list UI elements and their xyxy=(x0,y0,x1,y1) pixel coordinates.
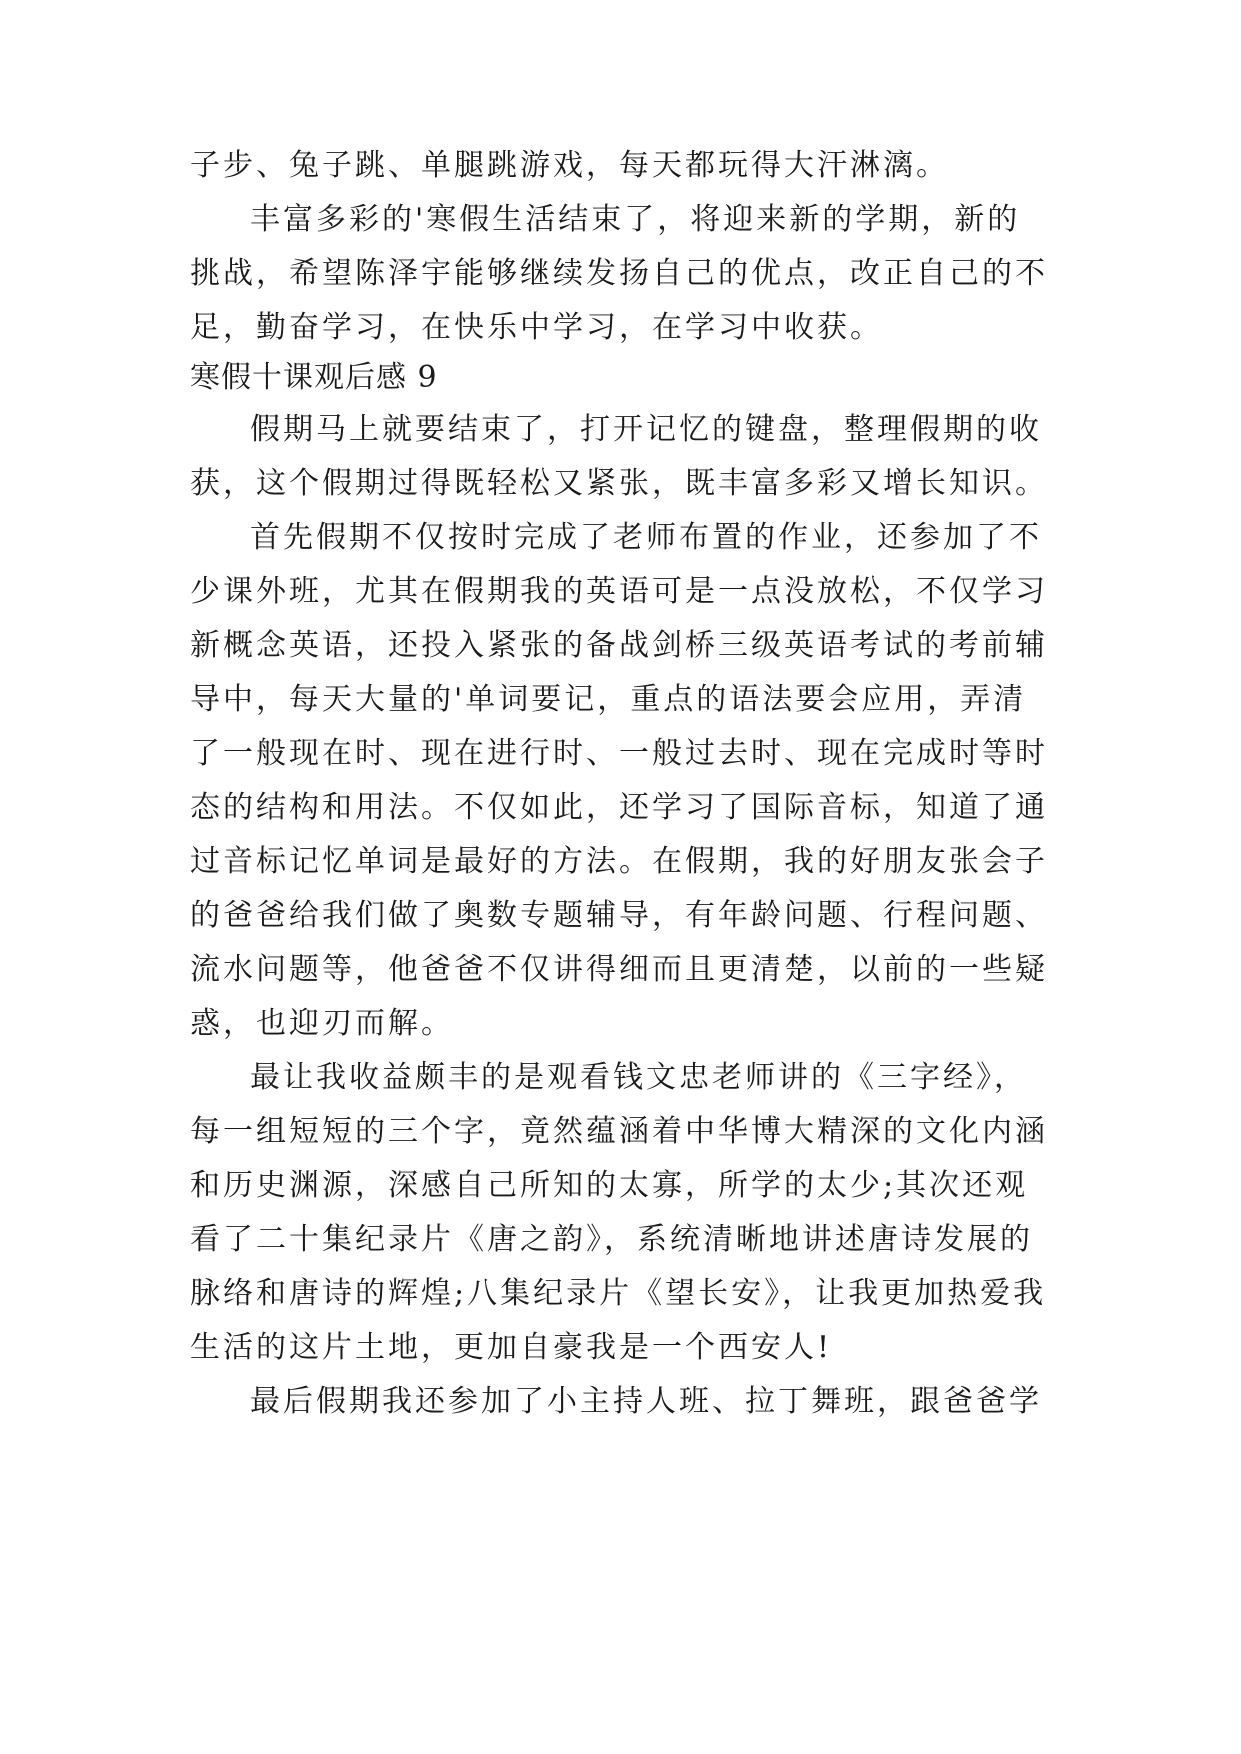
text-line: 足，勤奋学习，在快乐中学习，在学习中收获。 xyxy=(190,310,883,345)
text-line: 看了二十集纪录片《唐之韵》，系统清晰地讲述唐诗发展的 xyxy=(190,1222,1033,1257)
text-line: 和历史渊源，深感自己所知的太寡，所学的太少;其次还观 xyxy=(190,1168,1029,1203)
text-line: 导中，每天大量的'单词要记，重点的语法要会应用，弄清 xyxy=(190,682,1027,717)
text-line: 新概念英语，还投入紧张的备战剑桥三级英语考试的考前辅 xyxy=(190,628,1048,663)
text-line: 获，这个假期过得既轻松又紧张，既丰富多彩又增长知识。 xyxy=(190,466,1048,501)
text-line: 生活的这片土地，更加自豪我是一个西安人! xyxy=(190,1330,833,1365)
paragraph-start-line: 最后假期我还参加了小主持人班、拉丁舞班，跟爸爸学 xyxy=(250,1384,1042,1419)
paragraph-start-line: 最让我收益颇丰的是观看钱文忠老师讲的《三字经》， xyxy=(250,1060,1027,1095)
paragraph-start-line: 首先假期不仅按时完成了老师布置的作业，还参加了不 xyxy=(250,520,1042,555)
text-line: 少课外班，尤其在假期我的英语可是一点没放松，不仅学习 xyxy=(190,574,1048,609)
text-line: 的爸爸给我们做了奥数专题辅导，有年龄问题、行程问题、 xyxy=(190,898,1048,933)
text-line: 态的结构和用法。不仅如此，还学习了国际音标，知道了通 xyxy=(190,790,1048,825)
text-line: 了一般现在时、现在进行时、一般过去时、现在完成时等时 xyxy=(190,736,1048,771)
text-line: 每一组短短的三个字，竟然蕴涵着中华博大精深的文化内涵 xyxy=(190,1114,1048,1149)
text-line: 过音标记忆单词是最好的方法。在假期，我的好朋友张会子 xyxy=(190,844,1048,879)
text-line: 脉络和唐诗的辉煌;八集纪录片《望长安》，让我更加热爱我 xyxy=(190,1276,1047,1311)
paragraph-start-line: 丰富多彩的'寒假生活结束了，将迎来新的学期，新的 xyxy=(250,202,1021,237)
text-line: 惑，也迎刃而解。 xyxy=(190,1006,454,1041)
section-heading: 寒假十课观后感 9 xyxy=(190,360,438,395)
text-line: 挑战，希望陈泽宇能够继续发扬自己的优点，改正自己的不 xyxy=(190,256,1048,291)
paragraph-start-line: 假期马上就要结束了，打开记忆的键盘，整理假期的收 xyxy=(250,412,1042,447)
text-line: 流水问题等，他爸爸不仅讲得细而且更清楚，以前的一些疑 xyxy=(190,952,1048,987)
text-line: 子步、兔子跳、单腿跳游戏，每天都玩得大汗淋漓。 xyxy=(190,148,949,183)
